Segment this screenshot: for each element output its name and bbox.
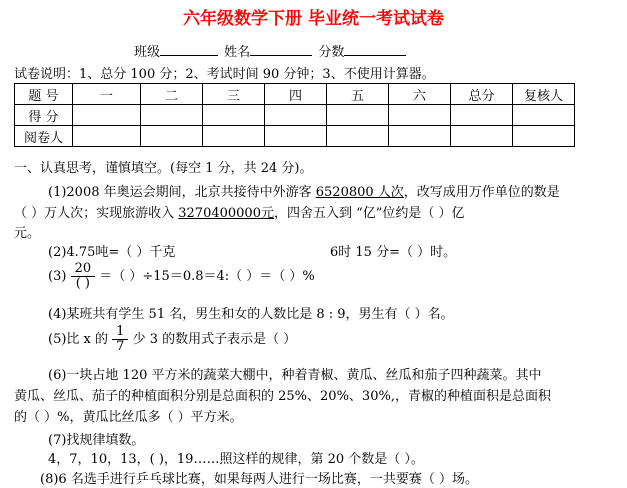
fraction-denominator: 7 [116,339,125,354]
fraction [112,325,128,354]
fraction [71,262,96,291]
question-text: (5)比 x 的 [48,332,109,347]
question-6-line-1: (6)一块占地 120 平方米的蔬菜大棚中，种着青椒、黄瓜、丝瓜和茄子四种蔬菜。其中 [48,368,542,383]
question-text: ＝（ ）÷15＝0.8＝4:（ ）＝（ ）% [99,269,315,284]
question-text: (1)2008 年奥运会期间，北京共接待中外游客 [48,185,316,200]
table-header-cell: 六 [389,84,451,105]
table-header-cell: 复核人 [513,84,575,105]
grader-cell[interactable] [203,126,265,147]
table-header-cell: 一 [73,84,141,105]
score-table-header-row [15,84,575,105]
grader-cell[interactable] [389,126,451,147]
question-text: （ ）万人次；实现旅游收入 [14,206,179,221]
score-cell[interactable] [73,105,141,126]
grader-cell[interactable] [73,126,141,147]
question-6-line-2: 黄瓜、丝瓜、茄子的种植面积分别是总面积的 25%、20%、30%,，青椒的种植面积是总面积 [14,389,551,404]
question-number: (3) [48,269,67,284]
class-label: 班级 [134,45,161,60]
table-header-cell: 五 [327,84,389,105]
table-header-cell: 总分 [451,84,513,105]
question-6-line-3: 的（ ）%，黄瓜比丝瓜多（ ）平方米。 [14,410,243,425]
question-1-line-1 [48,181,560,200]
question-text: ，四舍五入到 “亿”位约是（ ）亿 [273,206,465,221]
class-blank[interactable] [160,42,218,56]
question-5 [48,325,296,354]
grader-cell[interactable] [513,126,575,147]
name-blank[interactable] [250,42,312,56]
question-4: (4)某班共有学生 51 名，男生和女的人数比是 8 : 9，男生有（ ）名。 [48,307,454,322]
score-cell[interactable] [265,105,327,126]
fraction-numerator: 20 [71,262,96,277]
score-cell[interactable] [513,105,575,126]
question-text: 少 3 的数用式子表示是（ ） [132,332,297,347]
table-header-cell: 二 [141,84,203,105]
question-1-line-3: 元。 [14,226,41,241]
score-table [14,83,575,147]
table-header-cell: 三 [203,84,265,105]
question-3 [48,262,315,291]
instructions: 试卷说明：1、总分 100 分；2、考试时间 90 分钟；3、不使用计算器。 [14,67,435,82]
question-2-part-b: 6时 15 分=（ ）时。 [330,245,457,260]
score-cell[interactable] [327,105,389,126]
question-2-part-a: (2)4.75吨=（ ）千克 [48,245,176,260]
score-blank[interactable] [344,42,406,56]
question-text: ，改写成用万作单位的数是 [403,185,560,200]
grader-cell[interactable] [451,126,513,147]
grader-cell[interactable] [141,126,203,147]
question-1-line-2 [14,202,465,221]
fraction-numerator: 1 [112,325,128,340]
table-header-cell: 四 [265,84,327,105]
student-info-line [134,41,406,60]
score-cell[interactable] [203,105,265,126]
row-label: 阅卷人 [15,126,73,147]
underlined-number: 6520800 人次 [315,185,404,200]
row-label: 得 分 [15,105,73,126]
grader-row [15,126,575,147]
name-label: 姓名 [224,45,251,60]
fraction-denominator: ( ) [75,276,90,291]
score-cell[interactable] [451,105,513,126]
underlined-number: 3270400000元 [178,206,274,221]
section-heading: 一、认真思考，谨慎填空。(每空 1 分，共 24 分)。 [14,161,313,176]
score-label: 分数 [318,45,345,60]
score-cell[interactable] [389,105,451,126]
question-8: (8)6 名选手进行乒乓球比赛，如果每两人进行一场比赛，一共要赛（ ）场。 [40,472,478,487]
grader-cell[interactable] [265,126,327,147]
score-cell[interactable] [141,105,203,126]
grader-cell[interactable] [327,126,389,147]
table-header-cell: 题 号 [15,84,73,105]
exam-title: 六年级数学下册 毕业统一考试试卷 [183,9,444,29]
score-row [15,105,575,126]
question-7-line-1: (7)找规律填数。 [48,433,145,448]
question-7-line-2: 4，7，10，13，( )，19……照这样的规律，第 20 个数是（ ）。 [48,452,424,467]
